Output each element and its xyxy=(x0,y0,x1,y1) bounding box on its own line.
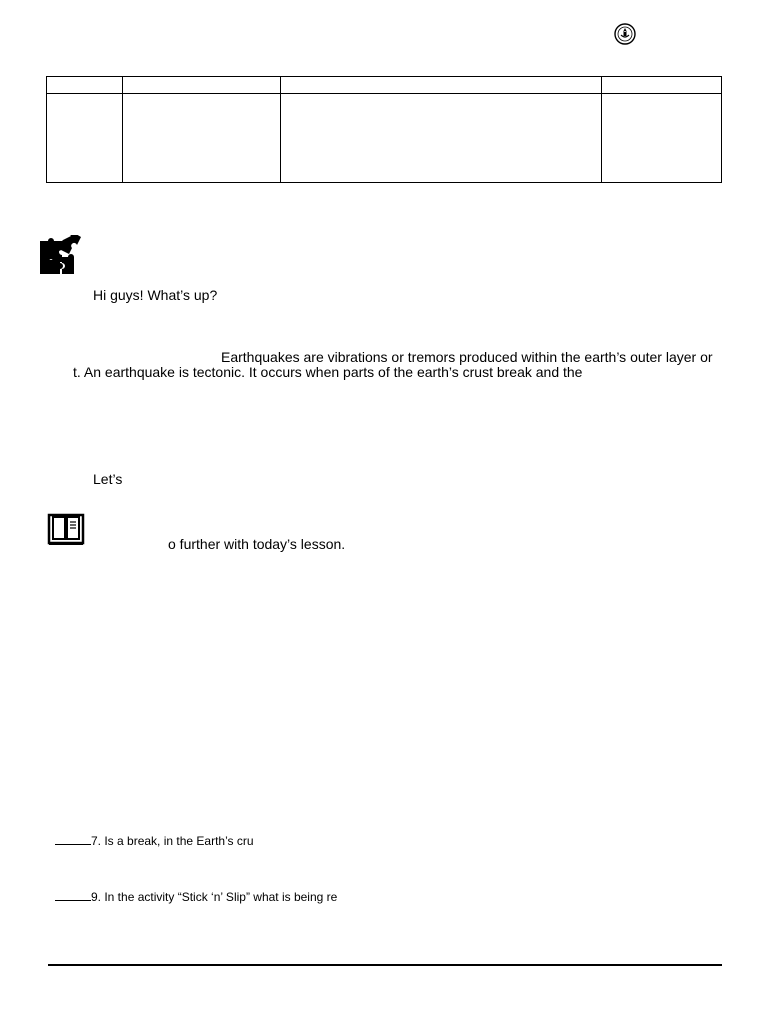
definition-text: Earthquakes are vibrations or tremors produced within the earth’s outer layer or xyxy=(221,349,713,365)
answer-blank[interactable] xyxy=(55,889,91,901)
question-item xyxy=(55,833,254,848)
table-cell xyxy=(47,77,123,94)
table-cell xyxy=(123,94,281,183)
table-cell xyxy=(123,77,281,94)
further-lesson-text: o further with today’s lesson. xyxy=(168,536,346,552)
table-cell xyxy=(281,94,602,183)
table-cell xyxy=(602,77,722,94)
answer-blank[interactable] xyxy=(55,833,91,845)
definition-text: t. An earthquake is tectonic. It occurs when parts of the earth’s crust break and the xyxy=(73,364,583,380)
footer-divider xyxy=(48,964,722,966)
question-item xyxy=(55,889,337,904)
table-cell xyxy=(602,94,722,183)
header-info-table xyxy=(46,76,722,183)
table-header-row xyxy=(47,77,722,94)
puzzle-icon xyxy=(38,235,82,275)
table-row xyxy=(47,94,722,183)
table-cell xyxy=(281,77,602,94)
question-text: 9. In the activity “Stick ‘n’ Slip” what is being re xyxy=(91,890,338,904)
school-seal-icon xyxy=(614,23,636,45)
question-text: 7. Is a break, in the Earth’s cru xyxy=(91,834,254,848)
table-cell xyxy=(47,94,123,183)
greeting-text: Hi guys! What’s up? xyxy=(93,287,218,303)
book-icon xyxy=(47,513,85,547)
lets-text: Let’s xyxy=(93,471,123,487)
